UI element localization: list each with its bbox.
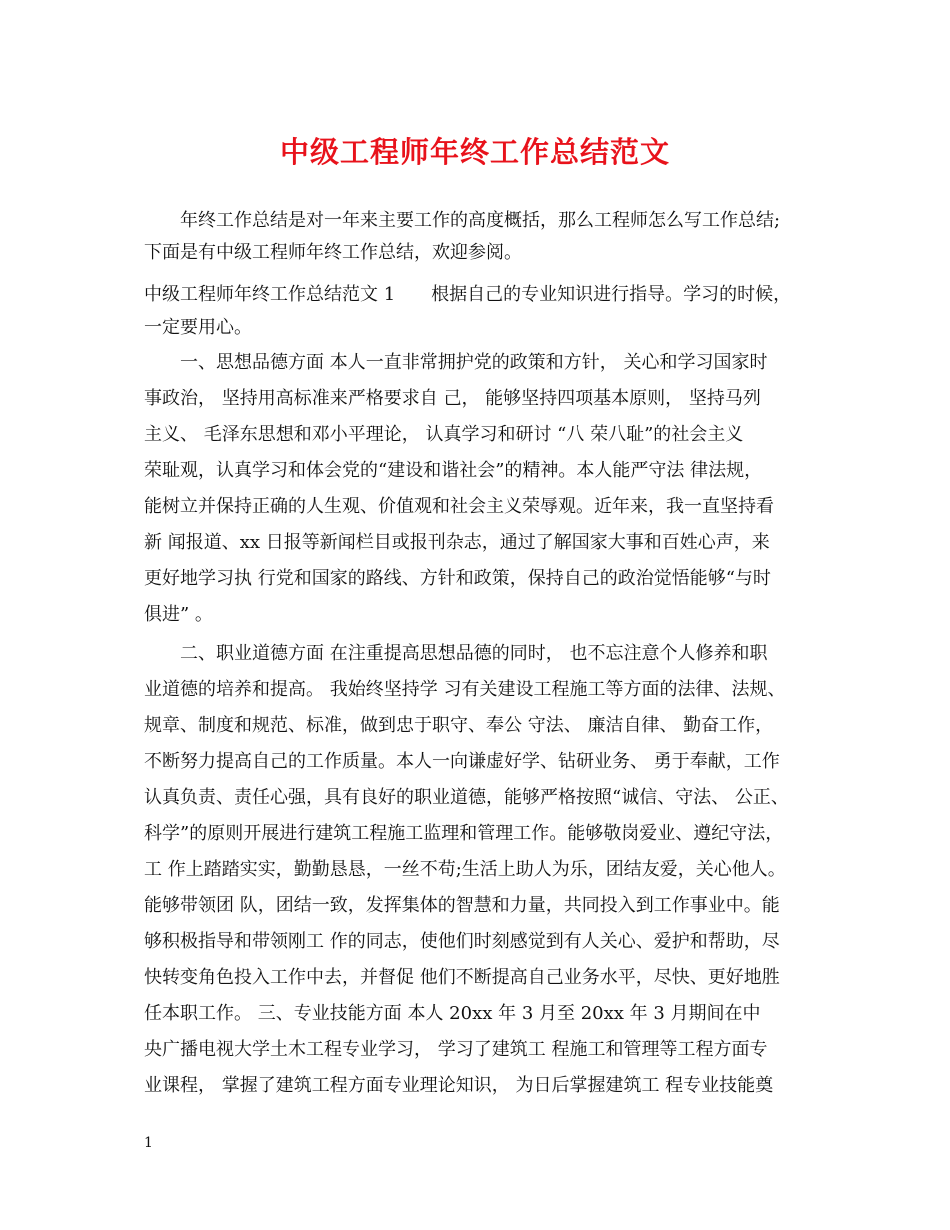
text-line: 工 作上踏踏实实，勤勤恳恳，一丝不苟;生活上助人为乐，团结友爱，关心他人。 [144, 859, 786, 880]
text-line: 二、职业道德方面 在注重提高思想品德的同时， 也不忘注意个人修养和职 [144, 643, 768, 664]
text-line: 业道德的培养和提高。 我始终坚持学 习有关建设工程施工等方面的法律、法规、 [144, 679, 786, 700]
text-line: 不断努力提高自己的工作质量。本人一向谦虚好学、钻研业务、 勇于奉献，工作 [144, 751, 780, 772]
text-line: 主义、 毛泽东思想和邓小平理论， 认真学习和研讨 “八 荣八耻”的社会主义 [144, 424, 744, 445]
text-line: 认真负责、责任心强，具有良好的职业道德，能够严格按照“诚信、守法、 公正、 [144, 787, 789, 808]
text-line: 事政治， 坚持用高标准来严格要求自 己， 能够坚持四项基本原则， 坚持马列 [144, 388, 761, 409]
text-line: 一、思想品德方面 本人一直非常拥护党的政策和方针， 关心和学习国家时 [144, 352, 768, 373]
text-line: 能够带领团 队，团结一致，发挥集体的智慧和力量，共同投入到工作事业中。能 [144, 895, 780, 916]
text-line: 科学”的原则开展进行建筑工程施工监理和管理工作。能够敬岗爱业、遵纪守法， [144, 823, 784, 844]
text-line: 俱进” 。 [144, 604, 213, 625]
text-line: 能树立并保持正确的人生观、价值观和社会主义荣辱观。近年来，我一直坚持看 [144, 496, 774, 517]
text-line: 下面是有中级工程师年终工作总结，欢迎参阅。 [144, 242, 522, 263]
page-number: 1 [144, 1135, 153, 1151]
text-line: 业课程， 掌握了建筑工程方面专业理论知识， 为日后掌握建筑工 程专业技能奠 [144, 1075, 774, 1096]
text-line: 任本职工作。 三、专业技能方面 本人 20xx 年 3 月至 20xx 年 3 月期间在中 [144, 1003, 761, 1024]
document-title: 中级工程师年终工作总结范文 [279, 135, 670, 169]
text-line: 荣耻观，认真学习和体会党的“建设和谐社会”的精神。本人能严守法 律法规， [144, 460, 763, 481]
text-line: 够积极指导和带领刚工 作的同志，使他们时刻感觉到有人关心、爱护和帮助，尽 [144, 931, 780, 952]
text-line: 快转变角色投入工作中去，并督促 他们不断提高自己业务水平，尽快、更好地胜 [144, 967, 780, 988]
text-line: 新 闻报道、xx 日报等新闻栏目或报刊杂志，通过了解国家大事和百姓心声，来 [144, 532, 770, 553]
text-line: 年终工作总结是对一年来主要工作的高度概括，那么工程师怎么写工作总结; [144, 210, 781, 231]
text-line: 规章、制度和规范、标准，做到忠于职守、奉公 守法、 廉洁自律、 勤奋工作， [144, 715, 774, 736]
text-line: 更好地学习执 行党和国家的路线、方针和政策，保持自己的政治觉悟能够“与时 [144, 568, 771, 589]
text-line: 中级工程师年终工作总结范文 1 根据自己的专业知识进行指导。学习的时候， [144, 284, 792, 305]
text-line: 央广播电视大学土木工程专业学习， 学习了建筑工 程施工和管理等工程方面专 [144, 1039, 768, 1060]
text-line: 一定要用心。 [144, 317, 252, 338]
